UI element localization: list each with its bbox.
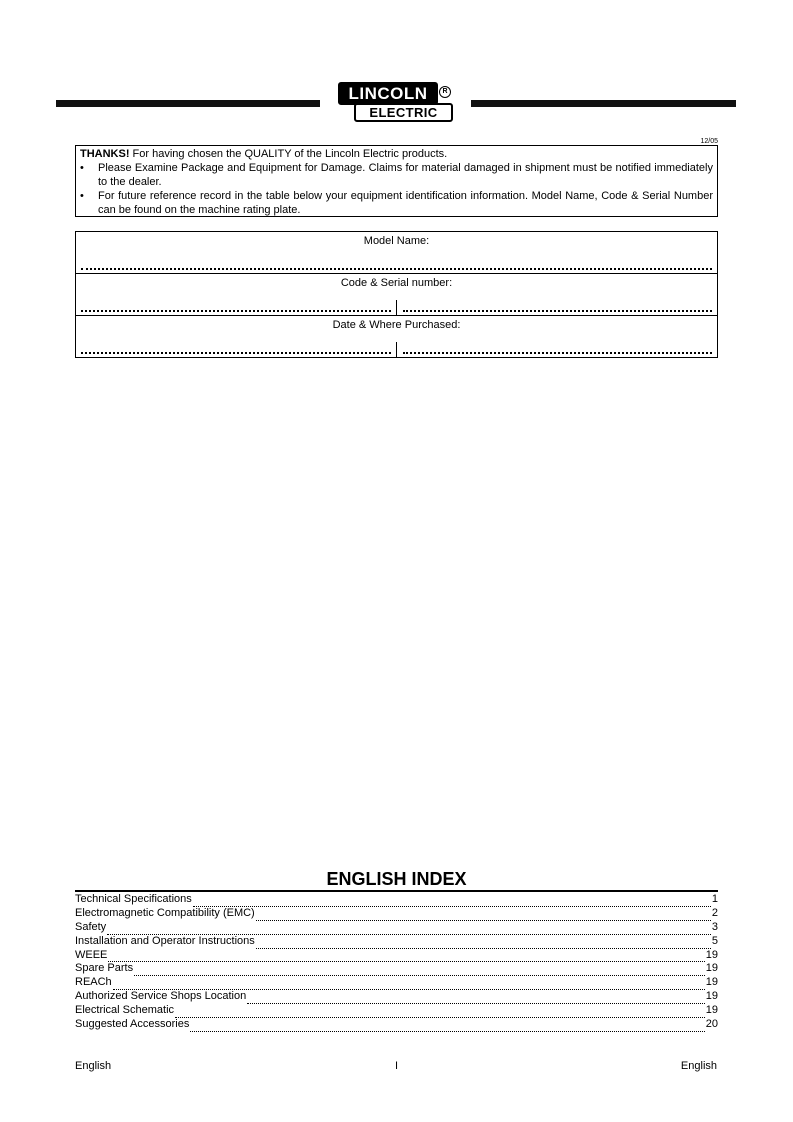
bullet-icon: • (80, 162, 84, 174)
index-item[interactable] (75, 1018, 718, 1032)
index-item[interactable] (75, 976, 718, 990)
code-serial-row (76, 274, 717, 316)
index-item-label: Authorized Service Shops Location (75, 990, 247, 1003)
thanks-bullet-text: For future reference record in the table below your equipment identification information. Model Name, Code & Serial Number can be found on the machine rating plate. (98, 190, 713, 216)
index-item[interactable] (75, 949, 718, 963)
logo-bottom-text: ELECTRIC (369, 105, 438, 120)
thanks-lead-bold: THANKS! (80, 148, 130, 160)
index-item-label: Safety (75, 920, 107, 933)
date-where-row (76, 316, 717, 357)
logo-top-plate (338, 82, 438, 105)
index-item-page: 19 (705, 962, 718, 975)
index-item-page: 19 (705, 948, 718, 961)
index-item[interactable] (75, 907, 718, 921)
serial-number-field[interactable] (403, 309, 712, 312)
date-where-label: Date & Where Purchased: (332, 319, 461, 331)
dot-leader (247, 993, 705, 1004)
footer-language-left: English (75, 1060, 112, 1072)
model-name-field[interactable] (81, 267, 712, 270)
thanks-bullet-text: Please Examine Package and Equipment for Damage. Claims for material damaged in shipment must be notified immediately to the dealer. (98, 162, 713, 188)
index-item-label: Suggested Accessories (75, 1018, 190, 1030)
index-list (75, 893, 718, 1032)
index-item[interactable] (75, 962, 718, 976)
code-field[interactable] (81, 309, 391, 312)
revision-date: 12/05 (700, 138, 718, 145)
purchase-date-field[interactable] (81, 351, 391, 354)
thanks-bullet-item (80, 161, 713, 189)
index-item[interactable] (75, 935, 718, 949)
header-rule-right (471, 100, 736, 107)
dot-leader (107, 924, 711, 935)
purchase-place-field[interactable] (403, 351, 712, 354)
field-divider (396, 342, 397, 357)
index-item-page: 1 (711, 892, 718, 905)
header-rule-left (56, 100, 320, 107)
dot-leader (134, 965, 705, 976)
dot-leader (190, 1021, 704, 1032)
logo-bottom-plate (354, 103, 453, 122)
index-item-page: 5 (711, 934, 718, 947)
index-item-page: 19 (705, 976, 718, 989)
index-item-label: Electrical Schematic (75, 1004, 175, 1017)
thanks-box (75, 145, 718, 217)
index-item-label: Electromagnetic Compatibility (EMC) (75, 906, 255, 919)
index-item[interactable] (75, 921, 718, 935)
index-item-label: Technical Specifications (75, 892, 192, 905)
index-item-page: 2 (711, 906, 718, 919)
dot-leader (175, 1007, 705, 1018)
index-item-label: Spare Parts (75, 962, 134, 975)
index-item-page: 3 (711, 920, 718, 933)
footer-page-number: I (394, 1060, 399, 1072)
thanks-lead-text: For having chosen the QUALITY of the Lincoln Electric products. (129, 148, 448, 160)
index-rule (75, 890, 718, 892)
registered-mark-icon: R (439, 86, 451, 98)
index-item-label: REACh (75, 976, 112, 989)
logo-top-text: LINCOLN (348, 84, 428, 103)
index-item-label: Installation and Operator Instructions (75, 934, 255, 947)
equipment-id-table (75, 231, 718, 358)
index-item[interactable] (75, 893, 718, 907)
index-item[interactable] (75, 1004, 718, 1018)
thanks-lead (80, 147, 713, 161)
model-name-row (76, 232, 717, 274)
index-item[interactable] (75, 990, 718, 1004)
bullet-icon: • (80, 190, 84, 202)
dot-leader (113, 979, 705, 990)
dot-leader (256, 938, 711, 949)
model-name-label: Model Name: (363, 235, 430, 247)
thanks-bullet-item (80, 189, 713, 217)
index-item-page: 20 (705, 1018, 718, 1030)
index-title: ENGLISH INDEX (326, 869, 467, 889)
code-serial-label: Code & Serial number: (340, 277, 453, 289)
index-item-page: 19 (705, 1004, 718, 1017)
dot-leader (193, 896, 711, 907)
dot-leader (108, 951, 704, 962)
index-item-label: WEEE (75, 948, 108, 961)
footer-language-right: English (680, 1060, 717, 1072)
index-item-page: 19 (705, 990, 718, 1003)
field-divider (396, 300, 397, 315)
dot-leader (256, 910, 711, 921)
